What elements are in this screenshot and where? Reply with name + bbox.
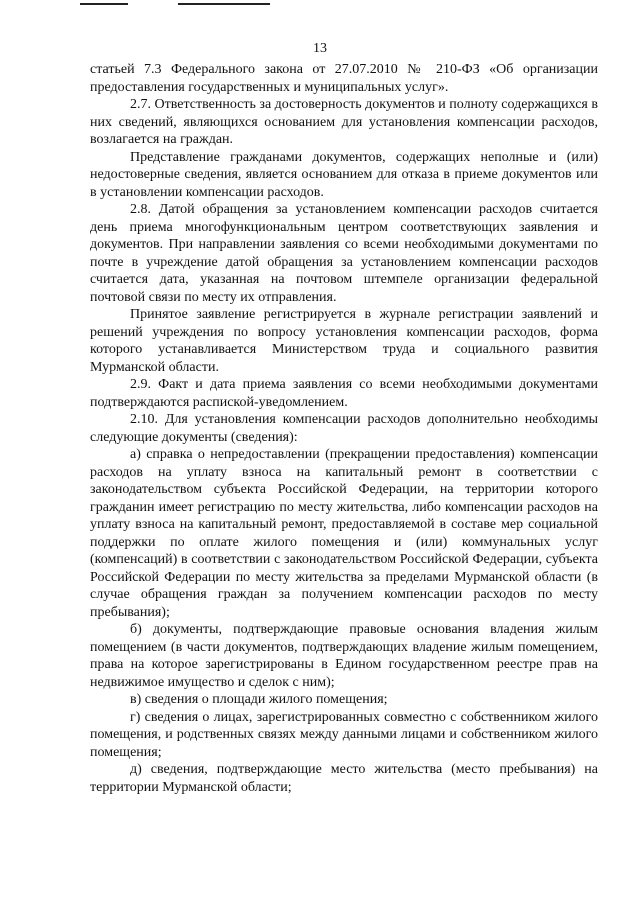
list-item-g: г) сведения о лицах, зарегистрированных совместно с собственником жилого помещения, и родственных связях между данными лицами и собственником жилого помещения;: [90, 709, 598, 760]
list-item-v: в) сведения о площади жилого помещения;: [130, 692, 388, 707]
document-body: [90, 61, 598, 796]
paragraph-registration-journal: Принятое заявление регистрируется в журнале регистрации заявлений и решений учреждения по вопросу установления компенсации расходов, форма которого устанавливается Министерством труда и социального развития Мурманской области.: [90, 307, 598, 375]
paragraph-2-7: 2.7. Ответственность за достоверность документов и полноту содержащихся в них сведений, являющихся основанием для установления компенсации расходов, возлагается на граждан.: [90, 97, 598, 147]
list-item-a: а) справка о непредоставлении (прекращении предоставления) компенсации расходов на уплату взноса на капитальный ремонт в соответствии с законодательством субъекта Российской Федерации, на территории которого гражданин имеет регистрацию по месту жительства, либо компенсации расходов на уплату взноса на капитальный ремонт, предоставляемой в составе мер социальной поддержки по оплате жилого помещения и (или) коммунальных услуг (компенсаций) в соответствии с законодательством Российской Федерации, субъекта Российской Федерации по месту жительства за пределами Мурманской области (в случае обращения граждан за получением компенсации расходов по месту пребывания);: [90, 447, 598, 620]
paragraph-incomplete-documents: Представление гражданами документов, содержащих неполные и (или) недостоверные сведения, является основанием для отказа в приеме документов или в установлении компенсации расходов.: [90, 149, 598, 200]
page-number: 13: [313, 41, 327, 56]
paragraph-2-10: 2.10. Для установления компенсации расходов дополнительно необходимы следующие документы (сведения):: [90, 412, 598, 445]
list-item-b: б) документы, подтверждающие правовые основания владения жилым помещением (в части документов, подтверждающих владение жилым помещением, права на которое зарегистрированы в Едином государственном реестре прав на недвижимое имущество и сделок с ним);: [90, 622, 598, 690]
list-item-d: д) сведения, подтверждающие место жительства (место пребывания) на территории Мурманской области;: [90, 762, 598, 795]
paragraph-article-reference: статьей 7.3 Федерального закона от 27.07.2010 № 210-ФЗ «Об организации предоставления государственных и муниципальных услуг».: [90, 62, 598, 95]
top-rule-right: [178, 3, 270, 5]
paragraph-2-8: 2.8. Датой обращения за установлением компенсации расходов считается день приема многофункциональным центром соответствующих заявления и документов. При направлении заявления со всеми необходимыми документами по почте в учреждение датой обращения за установлением компенсации расходов считается дата, указанная на почтовом штемпеле организации федеральной почтовой связи по месту их отправления.: [90, 202, 598, 305]
top-rule-left: [80, 3, 128, 5]
paragraph-2-9: 2.9. Факт и дата приема заявления со всеми необходимыми документами подтверждаются распиской-уведомлением.: [90, 377, 598, 410]
